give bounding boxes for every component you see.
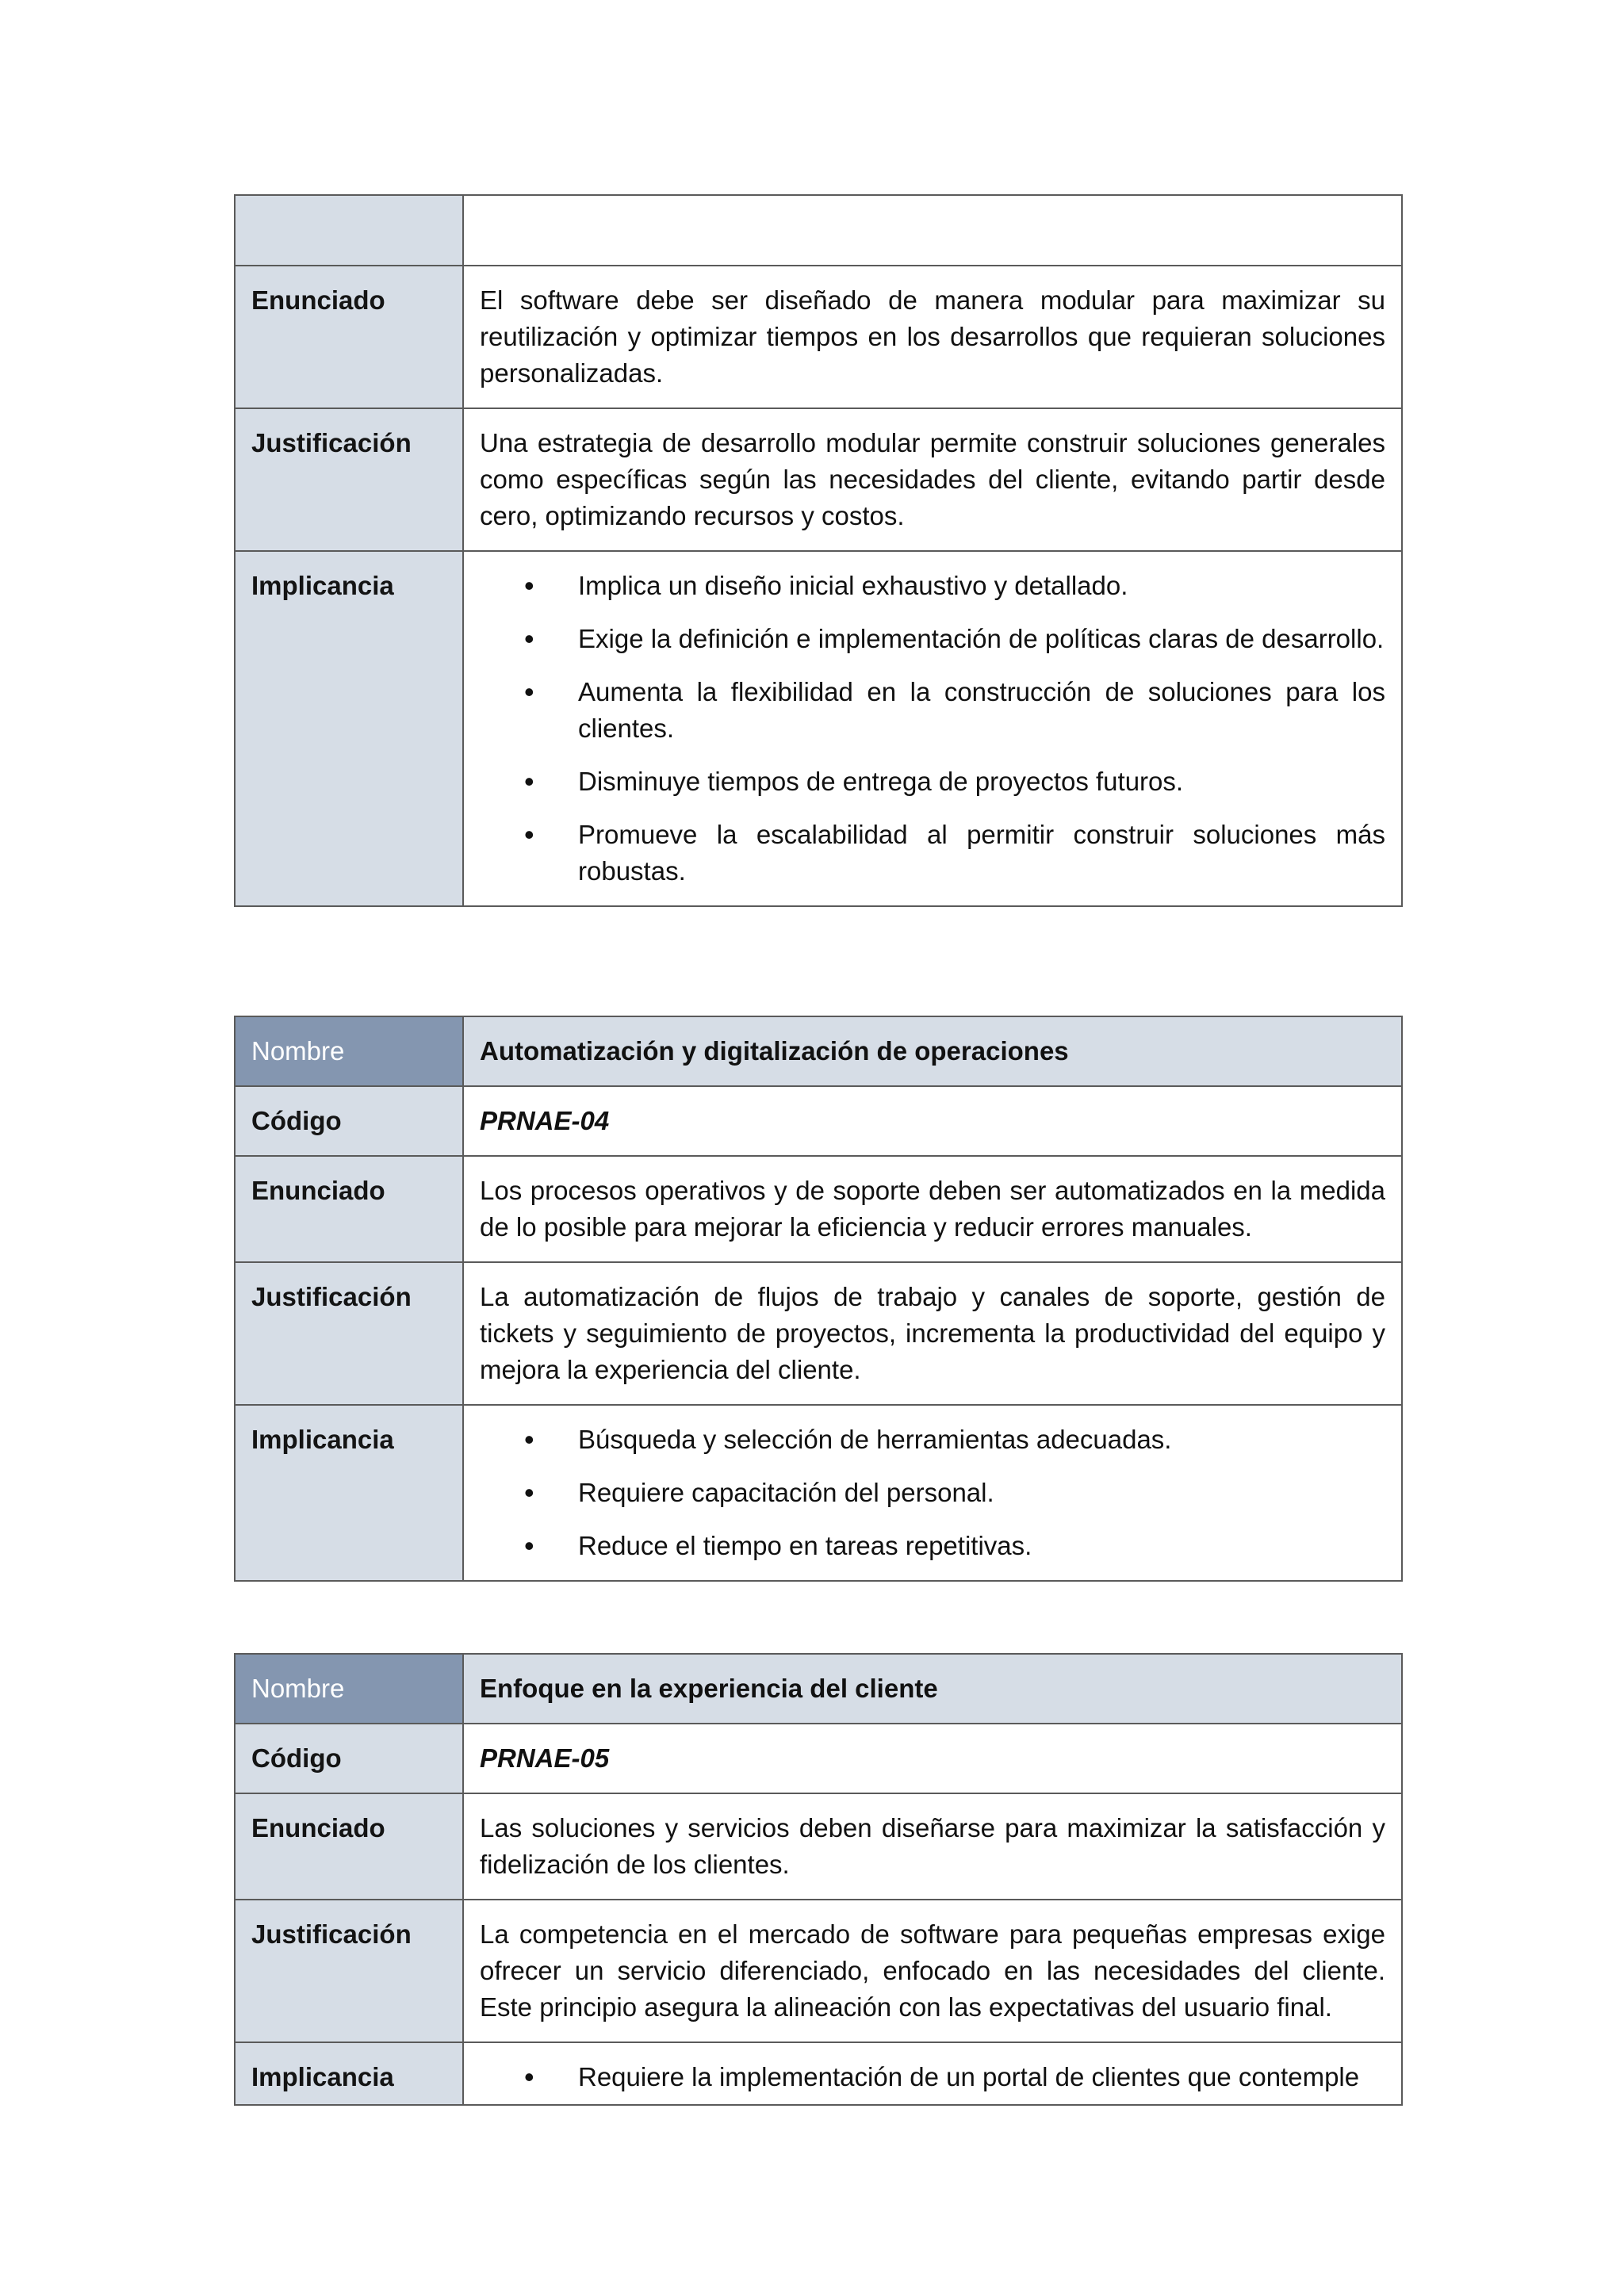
enunciado-label: Enunciado [235, 1156, 463, 1262]
empty-label-cell [235, 195, 463, 266]
table-row [235, 1405, 1402, 1581]
justificacion-text: La competencia en el mercado de software para pequeñas empresas exige ofrecer un servicio diferenciado, enfocado en las necesidades del cliente. Este principio asegura la alineación con las expectativas del usuario final. [463, 1900, 1402, 2042]
principle-table-2 [234, 1016, 1403, 1582]
implicancia-label: Implicancia [235, 551, 463, 906]
principle-table-3 [234, 1653, 1403, 2113]
implicancia-label: Implicancia [235, 2042, 463, 2112]
list-item: • Requiere capacitación del personal. [480, 1475, 1385, 1511]
justificacion-text: La automatización de flujos de trabajo y canales de soporte, gestión de tickets y seguimiento de proyectos, incrementa la productividad del equipo y mejora la experiencia del cliente. [463, 1262, 1402, 1405]
nombre-text: Enfoque en la experiencia del cliente [463, 1654, 1402, 1724]
codigo-label: Código [235, 1086, 463, 1156]
table-row [235, 1900, 1402, 2042]
list-item: • Búsqueda y selección de herramientas adecuadas. [480, 1422, 1385, 1458]
empty-value-cell [463, 195, 1402, 266]
codigo-text: PRNAE-04 [463, 1086, 1402, 1156]
list-item: • Reduce el tiempo en tareas repetitivas. [480, 1528, 1385, 1564]
table-row [235, 1086, 1402, 1156]
table-row [235, 1793, 1402, 1900]
table-row [235, 195, 1402, 266]
implicancia-list [480, 2059, 1385, 2095]
list-item: • Requiere la implementación de un portal de clientes que contemple [480, 2059, 1385, 2095]
implicancia-list [480, 1422, 1385, 1564]
nombre-label: Nombre [235, 1654, 463, 1724]
justificacion-label: Justificación [235, 1900, 463, 2042]
principle-table-1 [234, 194, 1403, 907]
list-item: • Promueve la escalabilidad al permitir construir soluciones más robustas. [480, 817, 1385, 890]
nombre-label: Nombre [235, 1016, 463, 1086]
page-bottom-margin [0, 2105, 1624, 2296]
list-item: • Disminuye tiempos de entrega de proyectos futuros. [480, 763, 1385, 800]
justificacion-label: Justificación [235, 1262, 463, 1405]
enunciado-text: Las soluciones y servicios deben diseñarse para maximizar la satisfacción y fidelización de los clientes. [463, 1793, 1402, 1900]
list-item: • Aumenta la flexibilidad en la construcción de soluciones para los clientes. [480, 674, 1385, 747]
enunciado-label: Enunciado [235, 1793, 463, 1900]
table-row [235, 1654, 1402, 1724]
implicancia-label: Implicancia [235, 1405, 463, 1581]
codigo-label: Código [235, 1724, 463, 1793]
table-row [235, 1016, 1402, 1086]
codigo-text: PRNAE-05 [463, 1724, 1402, 1793]
implicancia-list [480, 568, 1385, 890]
justificacion-text: Una estrategia de desarrollo modular permite construir soluciones generales como específicas según las necesidades del cliente, evitando partir desde cero, optimizando recursos y costos. [463, 408, 1402, 551]
implicancia-cell [463, 2042, 1402, 2112]
list-item: • Implica un diseño inicial exhaustivo y detallado. [480, 568, 1385, 604]
enunciado-text: Los procesos operativos y de soporte deben ser automatizados en la medida de lo posible para mejorar la eficiencia y reducir errores manuales. [463, 1156, 1402, 1262]
table-row [235, 408, 1402, 551]
implicancia-cell [463, 551, 1402, 906]
table-row [235, 1156, 1402, 1262]
table-row [235, 1262, 1402, 1405]
enunciado-text: El software debe ser diseñado de manera modular para maximizar su reutilización y optimizar tiempos en los desarrollos que requieran soluciones personalizadas. [463, 266, 1402, 408]
table-row [235, 551, 1402, 906]
table-row [235, 2042, 1402, 2112]
nombre-text: Automatización y digitalización de operaciones [463, 1016, 1402, 1086]
table-row [235, 266, 1402, 408]
page-break-border [234, 2104, 1403, 2106]
implicancia-cell [463, 1405, 1402, 1581]
table-row [235, 1724, 1402, 1793]
enunciado-label: Enunciado [235, 266, 463, 408]
justificacion-label: Justificación [235, 408, 463, 551]
list-item: • Exige la definición e implementación de políticas claras de desarrollo. [480, 621, 1385, 657]
